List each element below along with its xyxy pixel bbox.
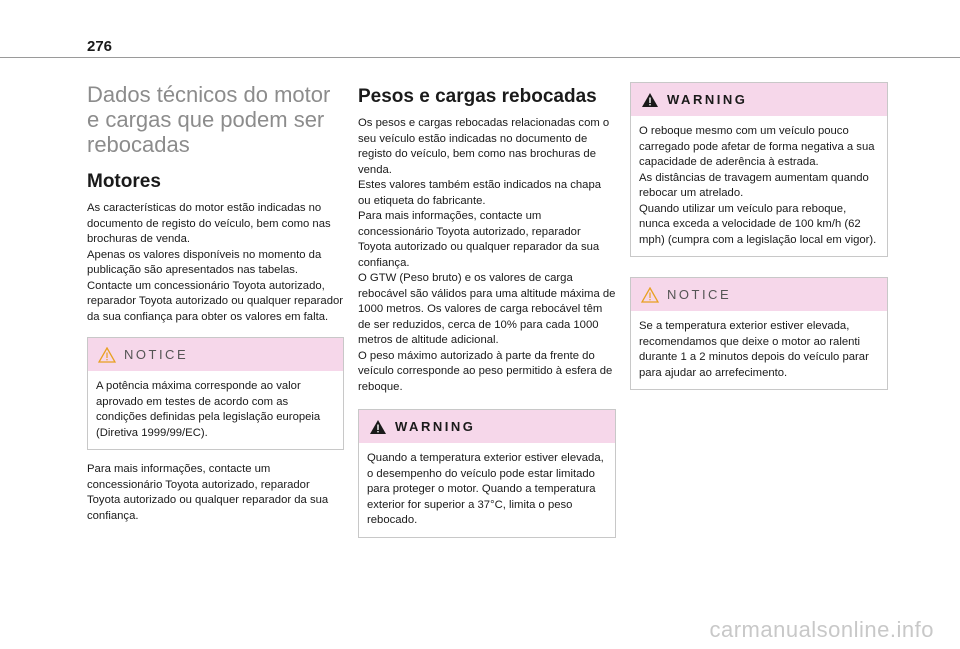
warning-box-towing <box>630 82 888 257</box>
page-number: 276 <box>87 38 113 55</box>
warning-triangle-filled-icon <box>369 419 387 435</box>
warning-text: Quando a temperatura exterior estiver elevada, o desempenho do veículo pode estar limitado para proteger o motor. Quando a temperatura exterior for superior a 37°C, limita o peso rebocado. <box>367 452 604 526</box>
left-column <box>87 82 344 524</box>
warning-triangle-outline-icon <box>641 287 659 303</box>
warning-header <box>359 410 615 443</box>
notice-text: A potência máxima corresponde ao valor aprovado em testes de acordo com as condições definidas pela legislação europeia (Diretiva 1999/99/EC). <box>96 380 321 439</box>
weights-paragraph: Os pesos e cargas rebocadas relacionadas com o seu veículo estão indicadas no documento de registo do veículo, bem como nas brochuras de venda. Estes valores também estão indicados na chapa ou etiqueta do fabricante. Para mais informações, contacte um concessionário Toyota autorizado, reparador Toyota autorizado ou qualquer reparador da sua confiança. O GTW (Peso bruto) e os valores de carga rebocável são válidos para uma altitude máxima de 1000 metros. Os valores de carga rebocável têm de ser reduzidos, cerca de 10% para cada 1000 metros de altitude adicional. O peso máximo autorizado à parte da frente do veículo corresponde ao peso permitido à esfera de reboque. <box>358 117 616 393</box>
warning-box <box>358 409 616 538</box>
section-heading-pesos: Pesos e cargas rebocadas <box>358 86 597 107</box>
notice-box-cooling <box>630 277 888 390</box>
page-title: Dados técnicos do motor e cargas que podem ser rebocadas <box>87 82 331 157</box>
notice-label: NOTICE <box>667 287 732 302</box>
contact-paragraph: Para mais informações, contacte um concessionário Toyota autorizado, reparador Toyota autorizado ou qualquer reparador da sua confiança. <box>87 463 329 522</box>
warning-triangle-filled-icon <box>641 92 659 108</box>
section-heading-motores: Motores <box>87 171 161 192</box>
notice-header <box>88 338 343 371</box>
header-rule <box>0 57 960 58</box>
notice-label: NOTICE <box>124 347 189 362</box>
notice-box <box>87 337 344 450</box>
notice-header <box>631 278 887 311</box>
warning-text: O reboque mesmo com um veículo pouco carregado pode afetar de forma negativa a sua capacidade de aderência à estrada. As distâncias de travagem aumentam quando rebocar um atrelado. Quando utilizar um veículo para reboque, nunca exceda a velocidade de 100 km/h (62 mph) (cumpra com a legislação local em vigor). <box>639 125 877 246</box>
warning-label: WARNING <box>395 419 476 434</box>
warning-header <box>631 83 887 116</box>
right-column <box>630 82 888 390</box>
warning-label: WARNING <box>667 92 748 107</box>
middle-column <box>358 82 616 538</box>
notice-text: Se a temperatura exterior estiver elevada, recomendamos que deixe o motor ao ralenti durante 1 a 2 minutos depois do veículo parar para ajudar ao arrefecimento. <box>639 320 869 379</box>
warning-triangle-outline-icon <box>98 347 116 363</box>
engine-paragraph: As características do motor estão indicadas no documento de registo do veículo, bem como nas brochuras de venda. Apenas os valores disponíveis no momento da publicação são apresentados nas tabelas. Contacte um concessionário Toyota autorizado, reparador Toyota autorizado ou qualquer reparador da sua confiança para obter os valores em falta. <box>87 202 344 323</box>
watermark: carmanualsonline.info <box>709 617 934 642</box>
